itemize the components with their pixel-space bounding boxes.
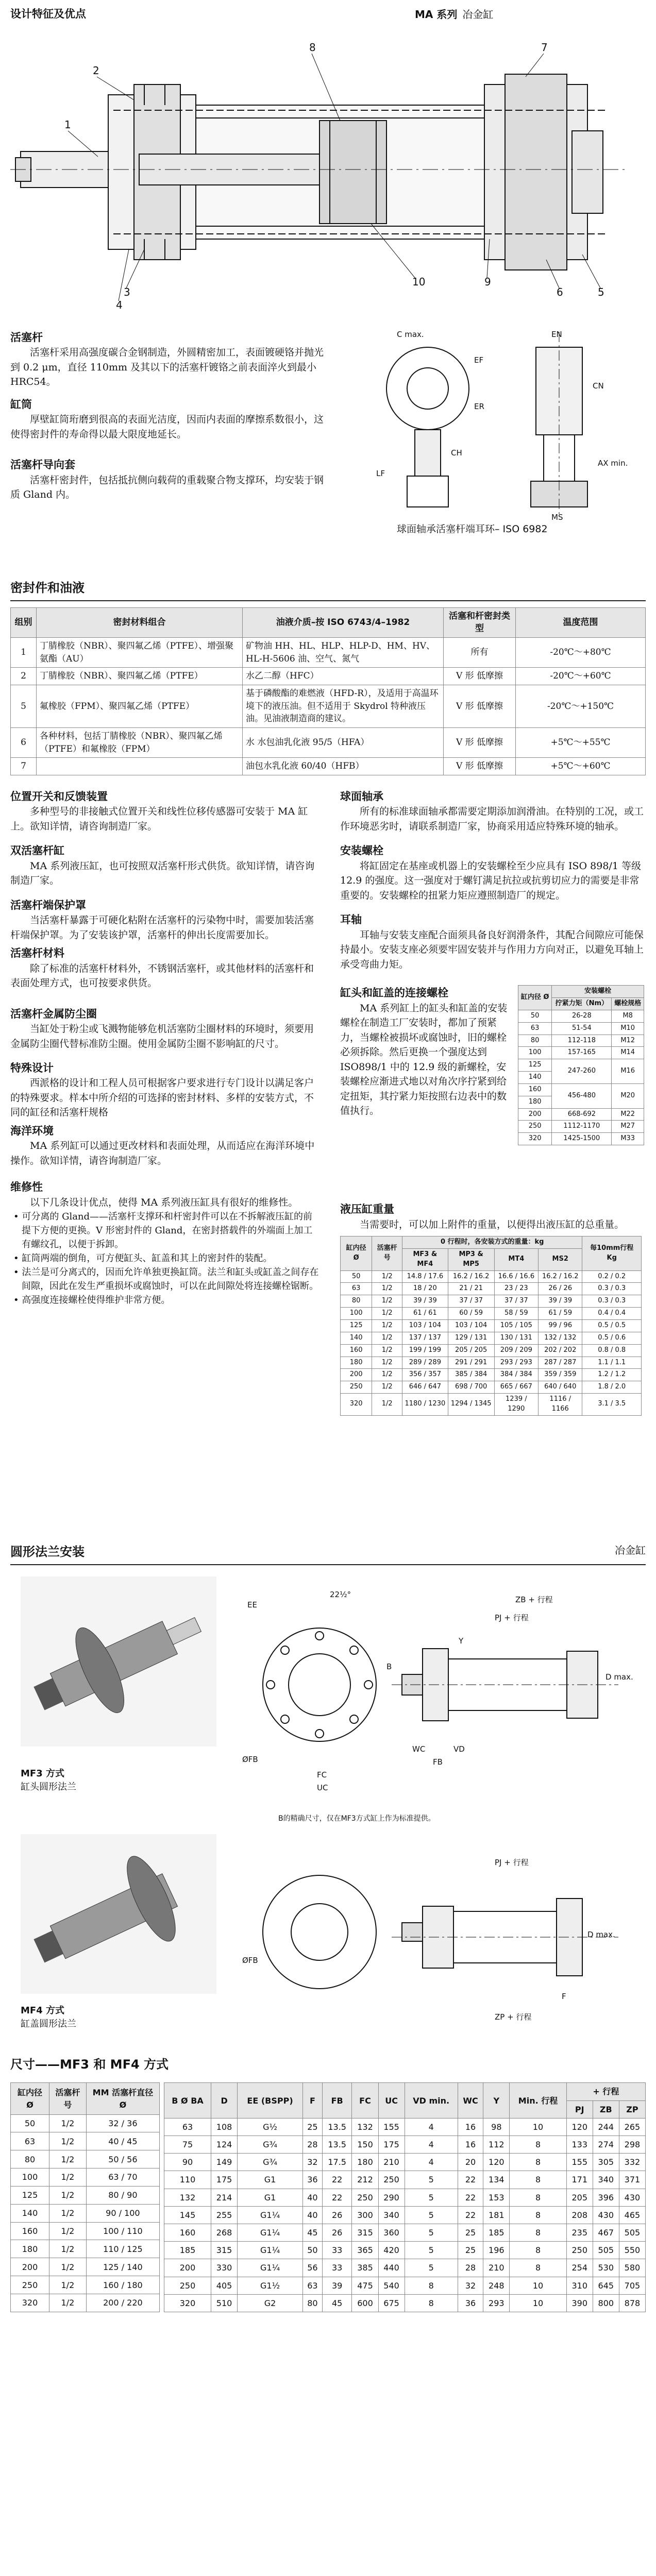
label-ee: EE [247,1600,257,1609]
marine-title: 海洋环境 [10,1124,54,1137]
table-row: 5 氟橡胶（FPM）、聚四氟乙烯（PTFE） 基于磷酸酯的难燃液（HFD-R），及适用于高温环境下的液压油。但不适用于 Skydrol 特种液压油。见油液制造商的建议。 V 形 低摩擦 -20℃～+150℃ [11,685,646,728]
seals-header-row [11,607,646,637]
table-row: 63 108 G½ 25 13.5 132 155 4 16 98 10 120 244 265 [164,2118,646,2136]
mf4-caption [21,2004,76,2031]
mf4-name: 缸盖圆形法兰 [21,2018,76,2029]
table-row: 320 1/2 200 / 220 [11,2294,160,2312]
features-text [10,327,330,502]
table-row: 50 26-28 M8 [518,1010,644,1022]
dims-header-row-2: PJ ZB ZP [164,2100,646,2118]
seals-col-temp: 温度范围 [516,607,646,637]
label-en: EN [551,330,562,339]
flange-header [10,1543,646,1565]
seals-col-group: 组别 [11,607,37,637]
table-row: 50 1/2 32 / 36 [11,2114,160,2132]
mf3-block [10,1571,646,1834]
tie-rod-text: MA 系列缸上的缸头和缸盖的安装螺栓在制造工厂安装时，都加了预紧力，当螺栓被损坏或腐蚀时，旧的螺栓必须拆除。然后更换一个强度达到 ISO898/1 中的 12.9 级的新螺栓，安装螺栓应渐进式地以对角次序拧紧到给定扭矩，其拧紧力矩按照右边表中的数值执行。 [340,1002,508,1117]
seals-table [10,607,646,775]
mf3-caption [21,1767,76,1794]
tie-rod-header-row [518,986,644,998]
maintenance-bullet: • 可分离的 Gland——活塞杆支撑环和杆密封件可以在不拆解液压缸的前提下方便的更换。V 形密封件的 Gland，在密封搭载件的外端面上加工有螺纹孔，以便于拆卸。 [13,1211,313,1250]
table-row: 160 1/2 100 / 110 [11,2222,160,2240]
position-switch-text: 多种型号的非接触式位置开关和线性位移传感器可安装于 MA 缸上。欲知详情，请咨询制造厂家。 [10,806,308,832]
seals-col-material: 密封材料组合 [37,607,243,637]
weight-title: 液压缸重量 [340,1203,394,1216]
table-row: 320 510 G2 80 45 600 675 8 36 293 10 390 800 878 [164,2294,646,2312]
table-row: 250 1/2 646 / 647 698 / 700 665 / 667 640 / 640 1.8 / 2.0 [341,1381,642,1394]
table-row: 140 1/2 90 / 100 [11,2204,160,2222]
double-rod-text: MA 系列液压缸，也可按照双活塞杆形式供货。欲知详情，请咨询制造厂家。 [10,860,315,887]
label-ofb-2: ØFB [242,1955,258,1965]
table-row: 125 247-260 M16 [518,1059,644,1072]
tie-rod-text-block [340,982,513,1118]
tie-col-thread: 螺栓规格 [612,998,644,1010]
position-switch-title: 位置开关和反馈装置 [10,790,108,803]
callout-3: 3 [124,286,130,298]
guide-text: 活塞杆密封件，包括抵抗侧向载荷的重载聚合物支撑环，均安装于钢质 Gland 内。 [10,474,324,501]
table-row: 100 1/2 63 / 70 [11,2168,160,2187]
table-row: 200 330 G1¼ 56 33 385 440 5 28 210 8 254 530 580 [164,2259,646,2277]
barrel-title: 缸筒 [10,398,32,411]
label-ofb: ØFB [242,1754,258,1764]
table-row: 160 1/2 199 / 199 205 / 205 209 / 209 202 / 202 0.8 / 0.8 [341,1344,642,1357]
mf3-code: MF3 方式 [21,1768,64,1779]
label-b: B [386,1662,392,1671]
weight-body [341,1270,642,1415]
rod-boot-text: 当活塞杆暴露于可硬化粘附在活塞杆的污染物中时，需要加装活塞杆端保护罩。为了安装该护罩，活塞杆的伸出长度需要加长。 [10,914,314,941]
table-row: 320 1/2 1180 / 1230 1294 / 1345 1239 / 1290 1116 / 1166 3.1 / 3.5 [341,1394,642,1416]
label-angle: 22½° [330,1589,351,1599]
label-zb: ZB + 行程 [515,1595,553,1604]
table-row: 180 1/2 110 / 125 [11,2240,160,2258]
table-row: 6 各种材料，包括丁腈橡胶（NBR）、聚四氟乙烯（PTFE）和氟橡胶（FPM） 水 水包油乳化液 95/5（HFA） V 形 低摩擦 +5℃～+55℃ [11,727,646,757]
callout-6: 6 [557,286,563,298]
label-er: ER [474,402,484,411]
weight-text: 当需要时，可以加上附件的重量，以便得出液压缸的总重量。 [360,1218,625,1230]
label-uc: UC [317,1783,328,1792]
table-row: 160 456-480 M20 [518,1083,644,1096]
label-c-max: C max. [397,330,424,339]
label-y: Y [459,1636,464,1646]
rod-eye-drawing [366,321,644,522]
table-row: 75 124 G¾ 28 13.5 150 175 4 16 112 8 133 274 298 [164,2136,646,2154]
mf3-drawing [227,1582,639,1798]
mf4-drawing [227,1834,639,2040]
weight-col-bore: 缸内径 Ø [341,1236,372,1271]
table-row: 132 214 G1 40 22 250 290 5 22 153 8 205 396 430 [164,2189,646,2206]
mf4-code: MF4 方式 [21,2005,64,2016]
table-row: 100 1/2 61 / 61 60 / 59 58 / 59 61 / 59 0.4 / 0.4 [341,1308,642,1320]
label-ax: AX min. [598,459,628,468]
label-wc: WC [412,1744,426,1754]
dims-table-left [10,2082,160,2312]
callout-8: 8 [309,41,316,54]
flange-note: B的精确尺寸，仅在MF3方式缸上作为标准提供。 [278,1814,435,1823]
cylinder-cross-section-diagram [10,28,646,316]
seals-col-fluid: 油液介质–按 ISO 6743/4–1982 [243,607,444,637]
weight-header-row [341,1236,642,1249]
table-row: 110 175 G1 36 22 212 250 5 22 134 8 171 340 371 [164,2171,646,2189]
series-title [415,7,493,22]
label-ch: CH [451,448,462,457]
table-row: 140 [518,1072,644,1084]
table-row: 1 丁腈橡胶（NBR）、聚四氟乙烯（PTFE）、增强聚氨酯（AU） 矿物油 HH、HL、HLP、HLP-D、HM、HV、HL-H-5606 油、空气、氮气 所有 -20℃～+80℃ [11,638,646,668]
table-row: 80 112-118 M12 [518,1035,644,1047]
tie-col-bore: 缸内径 Ø [518,986,552,1010]
maintenance-bullet: • 法兰是可分离式的，因而允许单独更换缸筒。法兰和缸头或缸盖之间存在间隙，因此在发生严重损坏或腐蚀时，可以在此间隙处将连接螺栓锯断。 [13,1267,319,1292]
label-cn: CN [593,381,604,391]
flange-title: 圆形法兰安装 [10,1544,85,1559]
options-section [10,786,646,1522]
tie-rod-title: 缸头和缸盖的连接螺栓 [340,987,448,999]
rod-boot-title: 活塞杆端保护罩 [10,899,86,911]
marine-text: MA 系列缸可以通过更改材料和表面处理，从而适应在海洋环境中操作。欲知详情，请咨询制造厂家。 [10,1140,315,1166]
tie-rod-block [340,982,646,1198]
table-row: 50 1/2 14.8 / 17.6 16.2 / 16.2 16.6 / 16.6 16.2 / 16.2 0.2 / 0.2 [341,1270,642,1283]
table-row: 250 1112-1170 M27 [518,1121,644,1133]
maintenance-bullet: • 高强度连接螺栓使得维护非常方便。 [13,1295,171,1306]
label-ef: EF [474,355,484,365]
maintenance-title: 维修性 [10,1181,43,1194]
weight-table [340,1236,642,1416]
dims-header-row: 缸内径 Ø 活塞杆号 MM 活塞杆直径 Ø [11,2083,160,2114]
trunnion-title: 耳轴 [340,913,362,926]
label-vd: VD [453,1744,465,1754]
weight-col-group: 0 行程时，各安装方式的重量：kg [402,1236,582,1249]
table-row: 185 315 G1¼ 50 33 365 420 5 25 196 8 250 505 550 [164,2242,646,2259]
weight-header-row-2: MF3 & MF4 MP3 & MP5 MT4 MS2 [341,1248,642,1270]
callout-7: 7 [541,41,548,54]
maintenance-bullet: • 缸筒两端的倒角，可方便缸头、缸盖和其上的密封件的装配。 [13,1253,273,1264]
table-row: 200 668-692 M22 [518,1108,644,1121]
table-row: 2 丁腈橡胶（NBR）、聚四氟乙烯（PTFE） 水乙二醇（HFC） V 形 低摩擦 -20℃～+60℃ [11,668,646,685]
table-row: 145 255 G1¼ 40 26 300 340 5 22 181 8 208 430 465 [164,2206,646,2224]
label-fb: FB [433,1757,443,1767]
guide-title: 活塞杆导向套 [10,459,75,471]
table-row: 90 149 G¾ 32 17.5 180 210 4 20 120 8 155 305 332 [164,2154,646,2171]
flange-type: 冶金缸 [615,1544,646,1556]
mounting-bolts-title: 安装螺栓 [340,844,383,857]
weight-col-per-stroke: 每10mm行程 Kg [582,1236,642,1271]
table-row: 180 1/2 289 / 289 291 / 291 293 / 293 287 / 287 1.1 / 1.1 [341,1357,642,1369]
callout-5: 5 [598,286,604,298]
mf4-block [10,1834,646,2050]
page-header [10,0,646,28]
label-dmax-2: D max. [587,1929,615,1939]
mf4-photo [21,1834,216,1994]
table-row: 125 1/2 80 / 90 [11,2186,160,2204]
table-row: 80 1/2 50 / 56 [11,2150,160,2168]
label-f: F [562,1991,566,2001]
rod-title: 活塞杆 [10,331,43,344]
label-zp: ZP + 行程 [495,2012,532,2022]
dims-right-body [164,2118,646,2312]
table-row: 140 1/2 137 / 137 129 / 131 130 / 131 132 / 132 0.5 / 0.6 [341,1332,642,1344]
mounting-bolts-text: 将缸固定在基座或机器上的安装螺栓至少应具有 ISO 898/1 等级 12.9 的强度。这一强度对于螺钉满足抗拉或抗剪切应力的需要是非常重要的。安装螺栓的扭紧力矩应遵照制造厂的规定。 [340,860,641,901]
rod-text: 活塞杆采用高强度碳合金钢制造，外圆精密加工，表面镀硬铬并抛光到 0.2 μm，直径 110mm 及其以下的活塞杆镀铬之前表面淬火到最小 HRC54。 [10,347,324,388]
table-row: 7 油包水乳化液 60/40（HFB） V 形 低摩擦 +5℃～+60℃ [11,758,646,775]
dims-left-body [11,2114,160,2312]
callout-4: 4 [116,299,123,311]
label-pj-2: PJ + 行程 [495,1857,529,1867]
trunnion-text: 耳轴与安装支座配合面须具备良好润滑条件，其配合间隙应可能保持最小。安装支座必须要牢固安装并与作用力方向对正，以避免耳轴上承受弯曲力矩。 [340,929,644,970]
table-row: 80 1/2 39 / 39 37 / 37 37 / 37 39 / 39 0.3 / 0.3 [341,1295,642,1308]
table-row: 63 1/2 40 / 45 [11,2132,160,2150]
double-rod-title: 双活塞杆缸 [10,844,64,857]
special-design-text: 西派格的设计和工程人员可根据客户要求进行专门设计以满足客户的特殊要求。样本中所介绍的可选择的密封材料、多样的安装方式，不同的缸径和活塞杆规格 [10,1077,314,1118]
dims-title: 尺寸——MF3 和 MF4 方式 [10,2057,169,2072]
table-row: 200 1/2 356 / 357 385 / 384 384 / 384 359 / 359 1.2 / 1.2 [341,1369,642,1381]
mf3-name: 缸头圆形法兰 [21,1781,76,1792]
table-row: 160 268 G1¼ 45 26 315 360 5 25 185 8 235 467 505 [164,2224,646,2241]
metal-wiper-title: 活塞杆金属防尘圈 [10,1007,97,1020]
series-name: MA 系列 [415,8,458,21]
tie-col-group: 安装螺栓 [552,986,644,998]
label-dmax: D max. [605,1672,633,1682]
callout-2: 2 [93,64,99,77]
bearing-text: 所有的标准球面轴承都需要定期添加润滑油。在特别的工况，或工作环境恶劣时，请联系制造厂家，协商采用适应特殊环境的轴承。 [340,806,644,832]
barrel-text: 厚壁缸筒珩磨到很高的表面光洁度，因而内表面的摩擦系数很小，这使得密封件的寿命得以最大限度地延长。 [10,414,324,440]
rod-material-text: 除了标准的活塞杆材料外，不锈钢活塞杆，或其他材料的活塞杆和表面处理方式，也可按要求供货。 [10,962,314,989]
rod-eye-caption: 球面轴承活塞杆端耳环– ISO 6982 [397,523,548,535]
right-column [340,786,646,1416]
table-row: 250 1/2 160 / 180 [11,2276,160,2294]
table-row: 200 1/2 125 / 140 [11,2258,160,2276]
left-column [10,786,319,1308]
rod-eye-figure [366,321,654,537]
label-fc: FC [317,1770,327,1780]
series-type: 冶金缸 [462,8,494,21]
tie-rod-torque-table [518,985,644,1145]
bearing-title: 球面轴承 [340,790,383,803]
metal-wiper-text: 当缸处于粉尘或飞溅物能够危机活塞防尘圈材料的环境时，须要用金属防尘圈代替标准防尘圈。使用金属防尘圈不影响缸的尺寸。 [10,1023,314,1049]
features-section [10,316,646,569]
callout-9: 9 [484,276,491,288]
table-row: 180 [518,1096,644,1108]
dims-table-right [164,2082,646,2312]
tie-col-torque: 拧紧力矩（Nm） [552,998,612,1010]
dims-header-row: B Ø BA D EE (BSPP) F FB FC UC VD min. WC Y Min. 行程 + 行程 [164,2083,646,2100]
mf3-photo [21,1577,216,1747]
callout-10: 10 [412,276,426,288]
table-row: 125 1/2 103 / 104 103 / 104 105 / 105 99 / 96 0.5 / 0.5 [341,1320,642,1332]
label-ms: MS [551,513,563,522]
table-row: 63 51-54 M10 [518,1022,644,1035]
special-design-title: 特殊设计 [10,1062,54,1075]
page-title: 设计特征及优点 [10,7,86,20]
dims-tables [10,2082,646,2312]
label-lf: LF [376,469,385,478]
maintenance-intro: 以下几条设计优点，使得 MA 系列液压缸具有很好的维修性。 [30,1196,298,1208]
seals-title: 密封件和油液 [10,579,646,601]
table-row: 320 1425-1500 M33 [518,1133,644,1145]
seals-col-type: 活塞和杆密封类型 [444,607,516,637]
weight-col-rod: 活塞杆号 [372,1236,402,1271]
table-row: 250 405 G1½ 63 39 475 540 8 32 248 10 310 645 705 [164,2277,646,2294]
rod-material-title: 活塞杆材料 [10,947,64,960]
table-row: 63 1/2 18 / 20 21 / 21 23 / 23 26 / 26 0.3 / 0.3 [341,1283,642,1295]
callout-1: 1 [64,118,71,131]
table-row: 100 157-165 M14 [518,1047,644,1059]
label-pj: PJ + 行程 [495,1613,529,1622]
